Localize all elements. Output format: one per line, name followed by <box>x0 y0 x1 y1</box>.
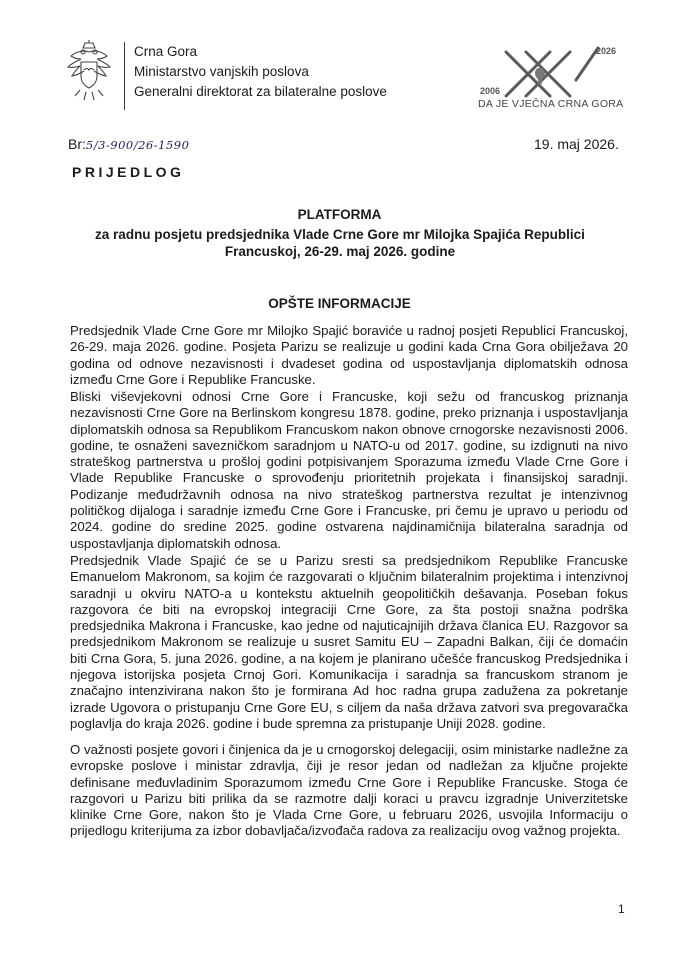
body-paragraph-2: Bliski viševjekovni odnosi Crne Gore i Francuske, koji sežu od francuskog priznanja nezavisnosti Crne Gore na Berlinskom kongresu 1878. godine, preko priznanja i uspostavljanja diplomatskih odnosa sa Republikom Francuskom nakon obnove crnogorske nezavisnosti 2006. godine, te osnaženi savezničkom saradnjom u NATO-u od 2017. godine, su izdignuti na nivo strateškog partnerstva u prošloj godini potpisivanjem Sporazuma između Vlade Crne Gore i Vlade Republike Francuske o sprovođenju prioritetnih projekata i finansijskoj saradnji. Podizanje međudržavnih odnosa na nivo strateškog partnerstva rezultat je intenzivnog političkog dijaloga i saradnje između Crne Gore i Francuske, pri čemu je upravo u periodu od 2024. godine do sredine 2025. godine ostvarena najdinamičnija bilateralna saradnja od uspostavljanja diplomatskih odnosa. <box>70 389 628 551</box>
document-date: 19. maj 2026. <box>534 136 619 152</box>
section-heading: OPŠTE INFORMACIJE <box>268 296 411 311</box>
ministry-header <box>134 42 387 102</box>
header-divider <box>124 42 125 110</box>
body-paragraph-3: Predsjednik Vlade Spajić će se u Parizu sresti sa predsjednikom Republike Francuske Emanuelom Makronom, sa kojim će razgovarati o ključnim bilateralnim projektima i intenzivnoj saradnji u okviru NATO-a u kontekstu aktuelnih geopolitičkih dešavanja. Poseban fokus razgovora će biti na evropskoj integraciji Crne Gore, za šta postoji snažna podrška predsjednika Makrona i Francuske, kao jedne od najuticajnijih država članica EU. Razgovor sa predsjednikom Makronom se realizuje u susret Samitu EU – Zapadni Balkan, čiji će domaćin biti Crna Gora, 5. juna 2026. godine, a na kojem je planirano učešće francuskog Predsjednika i njegova istorijska posjeta Crnoj Gori. Komunikacija i saradnja sa francuskom stranom je značajno intenzivirana nakon što je formirana Ad hoc radna grupa zadužena za pokretanje izrade Ugovora o pristupanju Crne Gore EU, s ciljem da naša država zatvori sva pregovaračka poglavlja do kraja 2026. godine i bude spremna za pristupanje Uniji 2028. godine. <box>70 553 628 731</box>
jubilee-motto: DA JE VJEČNA CRNA GORA <box>478 98 624 110</box>
reference-label: Br: <box>68 136 86 152</box>
page-number: 1 <box>618 902 625 916</box>
document-subtitle: za radnu posjetu predsjednika Vlade Crne Gore mr Milojka Spajića Republici Francuskoj, 26-29. maj 2026. godine <box>95 227 585 259</box>
document-title: PLATFORMA <box>297 207 382 222</box>
document-type: PRIJEDLOG <box>72 164 185 180</box>
body-paragraph-4: O važnosti posjete govori i činjenica da je u crnogorskoj delegaciji, osim ministarke nadležne za evropske poslove i ministar zdravlja, čiji je resor jedan od nadležan za ključne projekte definisane međuvladinim Sporazumom između Crne Gore i Republike Francuske. Stoga će razgovori u Parizu biti prilika da se razmotre dalji koraci u pravcu izgradnje Univerzitetske klinike Crne Gore, nakon što je Vlada Crne Gore, u februaru 2026, usvojila Informaciju o prijedlogu kriterijuma za izbor dobavljača/izvođača radova za realizaciju ovog važnog projekta. <box>70 742 628 839</box>
jubilee-year-start: 2006 <box>480 86 501 96</box>
ministry-name: Ministarstvo vanjskih poslova <box>134 64 309 79</box>
directorate-name: Generalni direktorat za bilateralne poslove <box>134 84 387 99</box>
body-paragraph-1: Predsjednik Vlade Crne Gore mr Milojko Spajić boraviće u radnoj posjeti Republici Francuskoj, 26-29. maja 2026. godine. Posjeta Parizu se realizuje u godini kada Crna Gora obilježava 20 godina od odnove nezavisnosti i dvadeset godina od uspostavljanja diplomatskih odnosa između Crne Gore i Republike Francuske. <box>70 323 628 387</box>
coat-of-arms-logo <box>62 40 116 104</box>
jubilee-year-end: 2026 <box>596 46 617 56</box>
reference-number <box>68 136 189 152</box>
reference-handwritten: 5/3-900/26-1590 <box>85 138 190 152</box>
country-name: Crna Gora <box>134 44 198 59</box>
